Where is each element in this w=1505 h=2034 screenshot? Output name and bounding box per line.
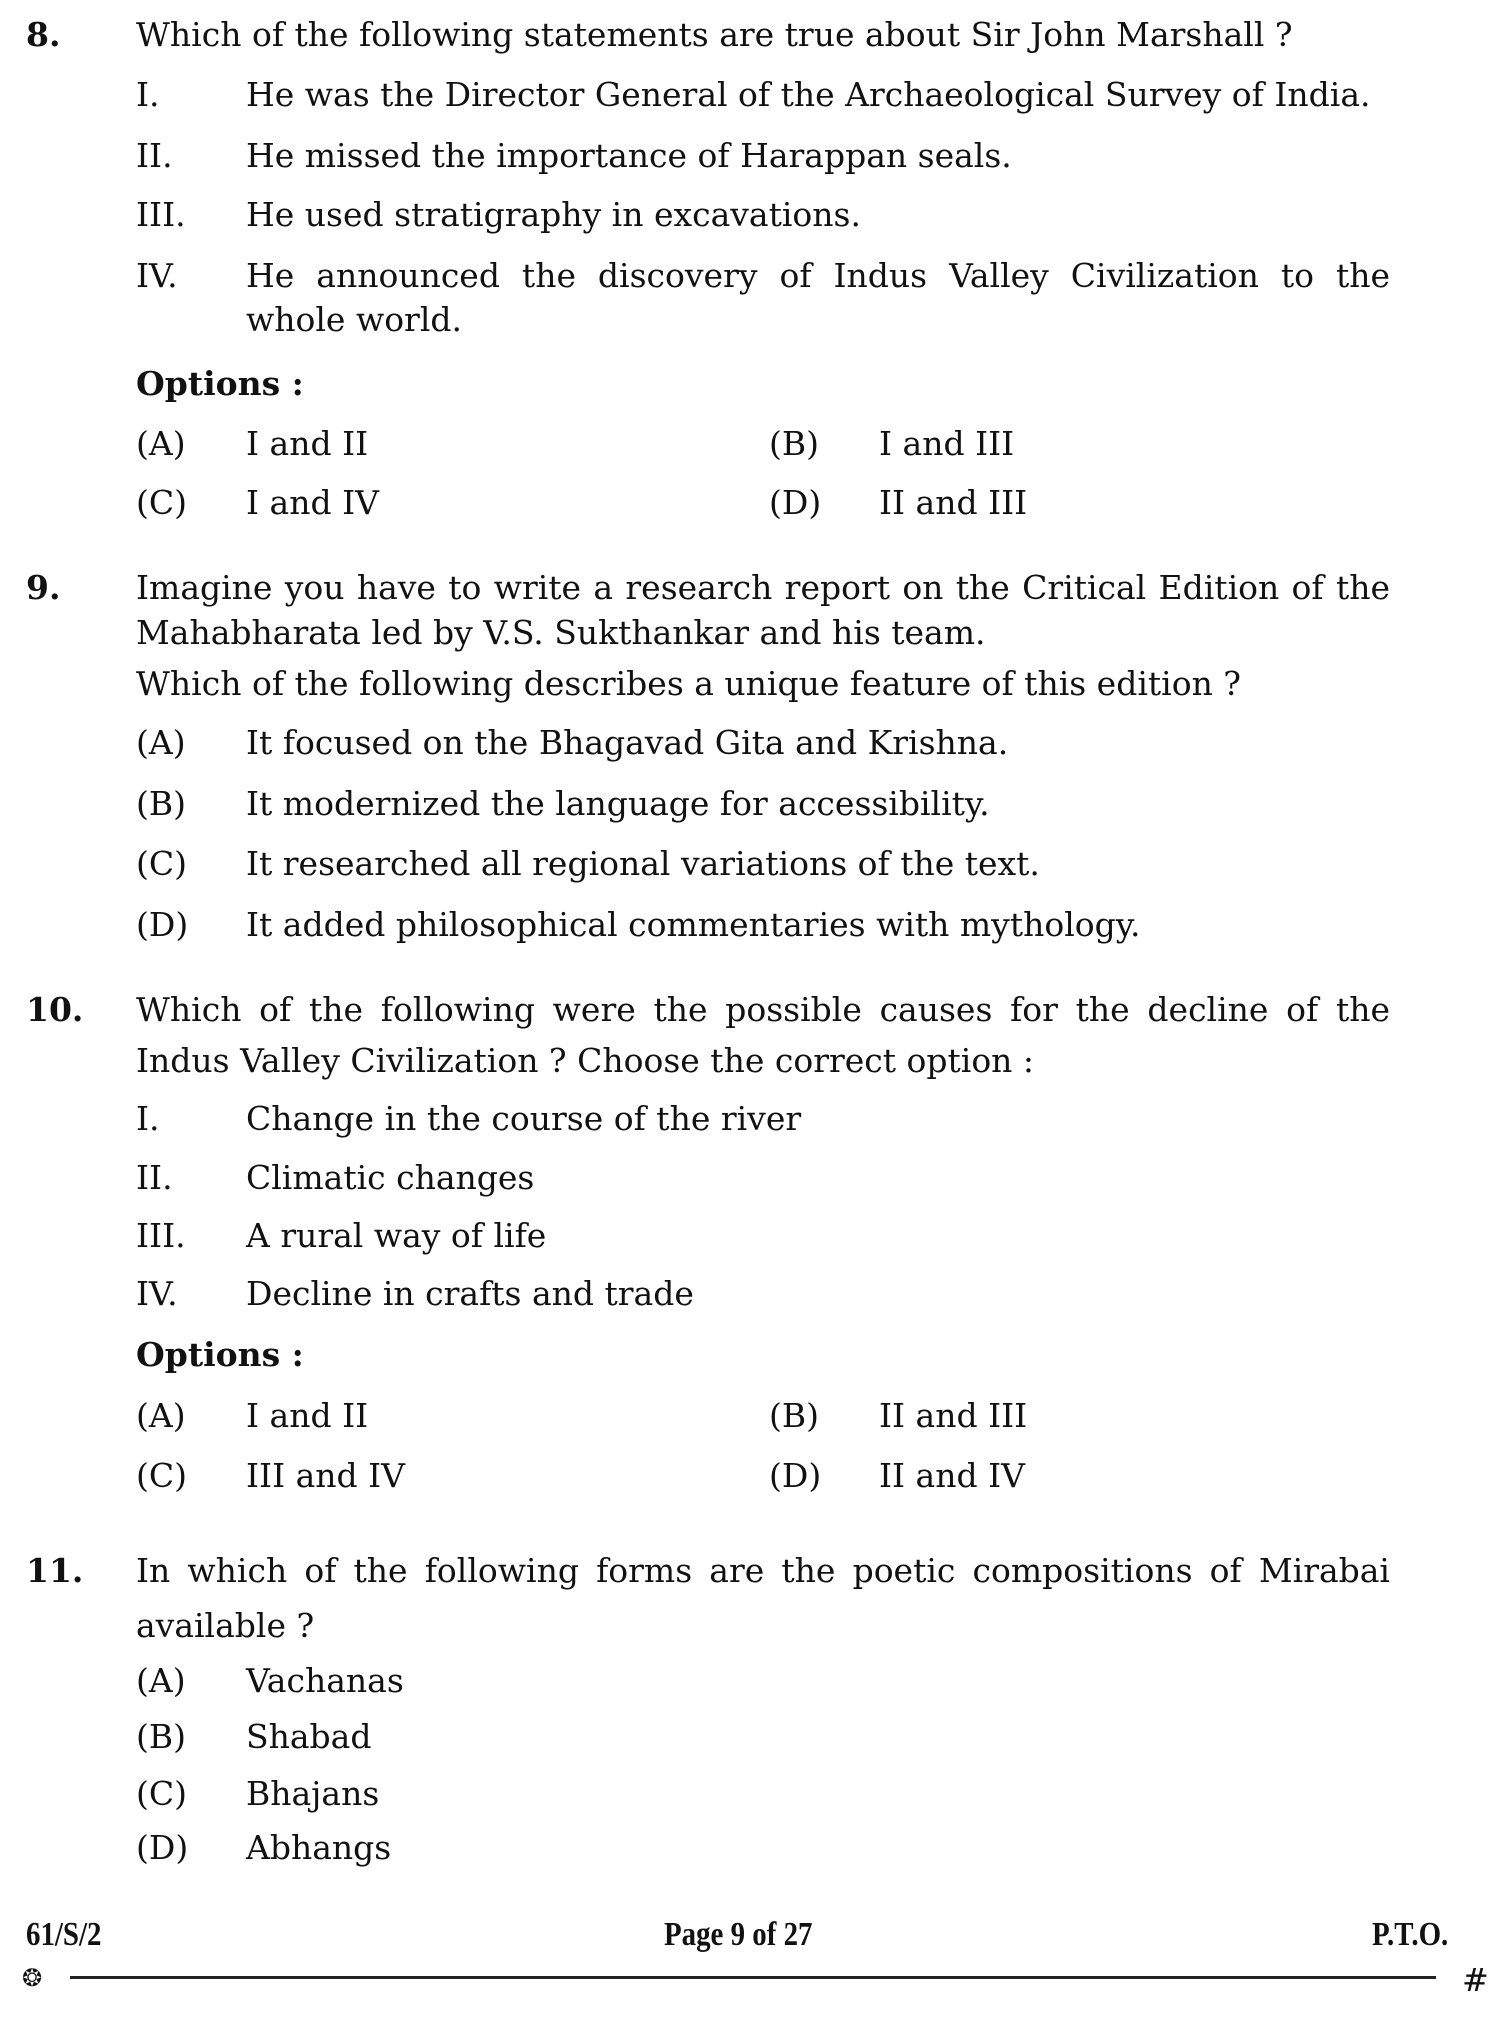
option-label: (A) (136, 1661, 186, 1700)
statement-text: He missed the importance of Harappan seals. (246, 136, 1012, 175)
option-label: (A) (136, 424, 186, 463)
option-label: (C) (136, 483, 187, 522)
statement-label: II. (136, 1158, 173, 1197)
option-text: I and II (246, 1396, 369, 1435)
statement-label: I. (136, 75, 160, 114)
option-label: (C) (136, 1456, 187, 1495)
paper-code: 61/S/2 (26, 1916, 102, 1953)
question-number: 8. (26, 15, 61, 54)
question-text: Which of the following were the possible causes for the decline of the (136, 990, 1390, 1029)
question-text: Mahabharata led by V.S. Sukthankar and his team. (136, 613, 986, 652)
hash-mark: # (1462, 1961, 1489, 1999)
question-number: 9. (26, 568, 61, 607)
option-label: (C) (136, 844, 187, 883)
ornament-icon: ❂ (22, 1964, 43, 1992)
statement-text: He was the Director General of the Archaeological Survey of India. (246, 75, 1371, 114)
option-label: (D) (769, 483, 822, 522)
question-text: available ? (136, 1606, 315, 1645)
question-text: In which of the following forms are the poetic compositions of Mirabai (136, 1551, 1390, 1590)
option-text: I and II (246, 424, 369, 463)
statement-text: Decline in crafts and trade (246, 1274, 694, 1313)
statement-text: He announced the discovery of Indus Valley Civilization to the (246, 256, 1390, 295)
statement-text: A rural way of life (246, 1216, 547, 1255)
statement-label: IV. (136, 256, 178, 295)
statement-text: He used stratigraphy in excavations. (246, 195, 861, 234)
option-label: (D) (769, 1456, 822, 1495)
footer-rule (70, 1976, 1436, 1979)
option-label: (C) (136, 1774, 187, 1813)
option-text: It focused on the Bhagavad Gita and Krishna. (246, 723, 1009, 762)
option-text: I and IV (246, 483, 379, 522)
option-text: I and III (879, 424, 1015, 463)
option-text: Vachanas (246, 1661, 404, 1700)
statement-label: III. (136, 1216, 186, 1255)
statement-text: whole world. (246, 300, 462, 339)
option-label: (A) (136, 1396, 186, 1435)
statement-label: IV. (136, 1274, 178, 1313)
option-text: Abhangs (246, 1828, 392, 1867)
question-number: 10. (26, 990, 84, 1029)
option-text: Shabad (246, 1717, 372, 1756)
option-label: (A) (136, 723, 186, 762)
question-text: Which of the following statements are true about Sir John Marshall ? (136, 15, 1293, 54)
option-label: (D) (136, 905, 189, 944)
statement-label: III. (136, 195, 186, 234)
option-text: It researched all regional variations of the text. (246, 844, 1040, 883)
statement-text: Climatic changes (246, 1158, 535, 1197)
option-text: II and IV (879, 1456, 1025, 1495)
page-number: Page 9 of 27 (664, 1916, 813, 1953)
question-number: 11. (26, 1551, 84, 1590)
option-label: (B) (136, 784, 186, 823)
option-label: (B) (769, 424, 819, 463)
options-heading: Options : (136, 364, 304, 403)
question-text: Which of the following describes a unique feature of this edition ? (136, 664, 1242, 703)
option-text: It added philosophical commentaries with mythology. (246, 905, 1141, 944)
option-text: II and III (879, 1396, 1028, 1435)
option-label: (B) (769, 1396, 819, 1435)
statement-label: I. (136, 1099, 160, 1138)
options-heading: Options : (136, 1335, 304, 1374)
option-text: It modernized the language for accessibility. (246, 784, 990, 823)
option-text: Bhajans (246, 1774, 380, 1813)
option-text: III and IV (246, 1456, 406, 1495)
option-label: (B) (136, 1717, 186, 1756)
statement-text: Change in the course of the river (246, 1099, 802, 1138)
option-label: (D) (136, 1828, 189, 1867)
statement-label: II. (136, 136, 173, 175)
pto-label: P.T.O. (1372, 1916, 1449, 1953)
question-text: Indus Valley Civilization ? Choose the correct option : (136, 1041, 1035, 1080)
option-text: II and III (879, 483, 1028, 522)
question-text: Imagine you have to write a research report on the Critical Edition of the (136, 568, 1390, 607)
